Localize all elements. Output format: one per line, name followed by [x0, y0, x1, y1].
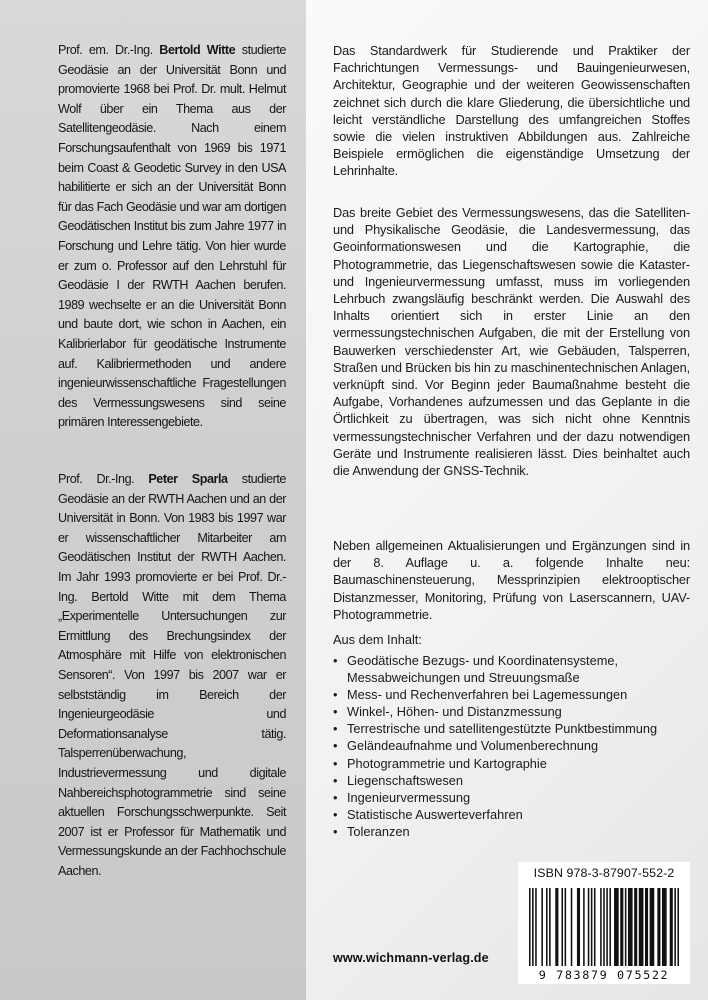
contents-item-text: Geodätische Bezugs- und Koordinatensysteme, Messabweichungen und Streuungsmaße [347, 653, 619, 686]
description-paragraph-1: Das Standardwerk für Studierende und Praktiker der Fachrichtungen Vermessungs- und Bauingenieurwesen, Architektur, Geographie und der weiteren Geowissenschaften zeichnet sich durch die klare Gliederung, die übersichtliche und leicht verständliche Darstellung des umfangreichen Stoffes sowie die vielen instruktiven Abbildungen aus. Zahlreiche Beispiele ermöglichen die eigenständige Umsetzung der Lehrinhalte. [333, 43, 690, 179]
bullet-icon: • [333, 653, 338, 668]
author-bio-sparla [58, 470, 286, 881]
contents-item-text: Geländeaufnahme und Volumenberechnung [347, 738, 599, 754]
barcode-image [522, 886, 686, 966]
contents-list-item [333, 720, 690, 737]
description-paragraph-3: Neben allgemeinen Aktualisierungen und Ergänzungen sind in der 8. Auflage u. a. folgende Inhalte neu: Baumaschinensteuerung, Messprinzipien elektrooptischer Distanzmesser, Monitoring, Prüfung von Laserscannern, UAV-Photogrammetrie. [333, 538, 690, 622]
author-name: Peter Sparla [148, 472, 228, 486]
bullet-icon: • [333, 806, 338, 822]
contents-list-item [333, 772, 690, 789]
bullet-icon: • [333, 772, 338, 788]
bullet-icon: • [333, 789, 338, 805]
contents-item-text: Ingenieurvermessung [347, 789, 471, 805]
bullet-icon: • [333, 738, 338, 754]
bullet-icon: • [333, 687, 338, 703]
contents-list [333, 652, 690, 840]
description-paragraph-2: Das breite Gebiet des Vermessungswesens, das die Satelliten- und Physikalische Geodäsie, die Landesvermessung, das Geoinformationswesen und die Kartographie, die Photogrammetrie, das Liegenschaftswesen sowie die Kataster- und Ingenieurvermessung umfasst, muss im vorliegenden Lehrbuch zwangsläufig beschränkt werden. Die Auswahl des Inhalts orientiert sich in erster Linie an den vermessungstechnischen Aufgaben, die mit der Erstellung von Bauwerken verschiedenster Art, wie Gebäuden, Talsperren, Straßen und Brücken bis hin zu maschinentechnischen Anlagen, verknüpft sind. Vor Beginn jeder Baumaßnahme besteht die Aufgabe, Vorhandenes aufzumessen und das Geplante in die Örtlichkeit zu übertragen, was sich nicht ohne Kenntnis vermessungstechnischer Verfahren und der dazu notwendigen Geräte und Instrumente realisieren lässt. Dies beinhaltet auch die Anwendung der GNSS-Technik. [333, 205, 690, 479]
isbn-label: ISBN 978-3-87907-552-2 [533, 866, 675, 880]
contents-item-text: Toleranzen [347, 823, 410, 839]
author-bio-text: studierte Geodäsie an der Universität Bonn und promovierte 1968 bei Prof. Dr. mult. Helmut Wolf über ein Thema aus der Satellitengeodäsie. Nach einem Forschungsaufenthalt von 1969 bis 1971 beim Coast & Geodetic Survey in den USA habilitierte er sich an der Universität Bonn für das Fach Geodäsie und war am dortigen Geodätischen Institut bis zum Jahre 1977 in Forschung und Lehre tätig. Von hier wurde er zum o. Professor auf den Lehrstuhl für Geodäsie I der RWTH Aachen berufen. 1989 wechselte er an die Universität Bonn und baute dort, wie schon in Aachen, ein Kalibrierlabor für geodätische Instrumente auf. Kalibriermethoden und andere ingenieurwissenschaftliche Fragestellungen des Vermessungswesens sind seine primären Interessengebiete. [58, 43, 286, 430]
contents-list-item [333, 755, 690, 772]
bullet-icon: • [333, 755, 338, 771]
bullet-icon: • [333, 704, 338, 720]
contents-list-item [333, 806, 690, 823]
publisher-url-link[interactable]: www.wichmann-verlag.de [333, 951, 489, 965]
author-name: Bertold Witte [159, 43, 236, 57]
contents-list-item [333, 652, 690, 686]
contents-list-item [333, 703, 690, 720]
contents-item-text: Mess- und Rechenverfahren bei Lagemessungen [347, 687, 628, 703]
author-bio-text: studierte Geodäsie an der RWTH Aachen und an der Universität in Bonn. Von 1983 bis 1997 war er wissenschaftlicher Mitarbeiter am Geodätischen Institut der RWTH Aachen. Im Jahr 1993 promovierte er bei Prof. Dr.-Ing. Bertold Witte mit dem Thema „Experimentelle Untersuchungen zur Ermittlung des Brechungsindex der Atmosphäre mit Hilfe von elektronischen Sensoren“. Von 1997 bis 2007 war er selbstständig im Bereich der Ingenieurgeodäsie und Deformationsanalyse tätig. Talsperrenüberwachung, Industrievermessung und digitale Nahbereichsphotogrammetrie sind seine aktuellen Forschungsschwerpunkte. Seit 2007 ist er Professor für Mathematik und Vermessungskunde an der Fachhochschule Aachen. [58, 472, 286, 878]
barcode-number: 9 783879 075522 [538, 968, 670, 982]
author-prefix: Prof. em. Dr.-Ing. [58, 43, 153, 57]
contents-item-text: Photogrammetrie und Kartographie [347, 755, 547, 771]
contents-item-text: Liegenschaftswesen [347, 772, 463, 788]
contents-list-item [333, 789, 690, 806]
contents-heading: Aus dem Inhalt: [333, 632, 422, 647]
contents-item-text: Statistische Auswerteverfahren [347, 806, 523, 822]
contents-item-text: Winkel-, Höhen- und Distanzmessung [347, 704, 562, 720]
author-bio-witte [58, 41, 286, 433]
author-prefix: Prof. Dr.-Ing. [58, 472, 135, 486]
contents-list-item [333, 737, 690, 754]
contents-item-text: Terrestrische und satellitengestützte Punktbestimmung [347, 721, 658, 737]
contents-list-item [333, 823, 690, 840]
bullet-icon: • [333, 823, 338, 839]
contents-list-item [333, 686, 690, 703]
bullet-icon: • [333, 721, 338, 737]
